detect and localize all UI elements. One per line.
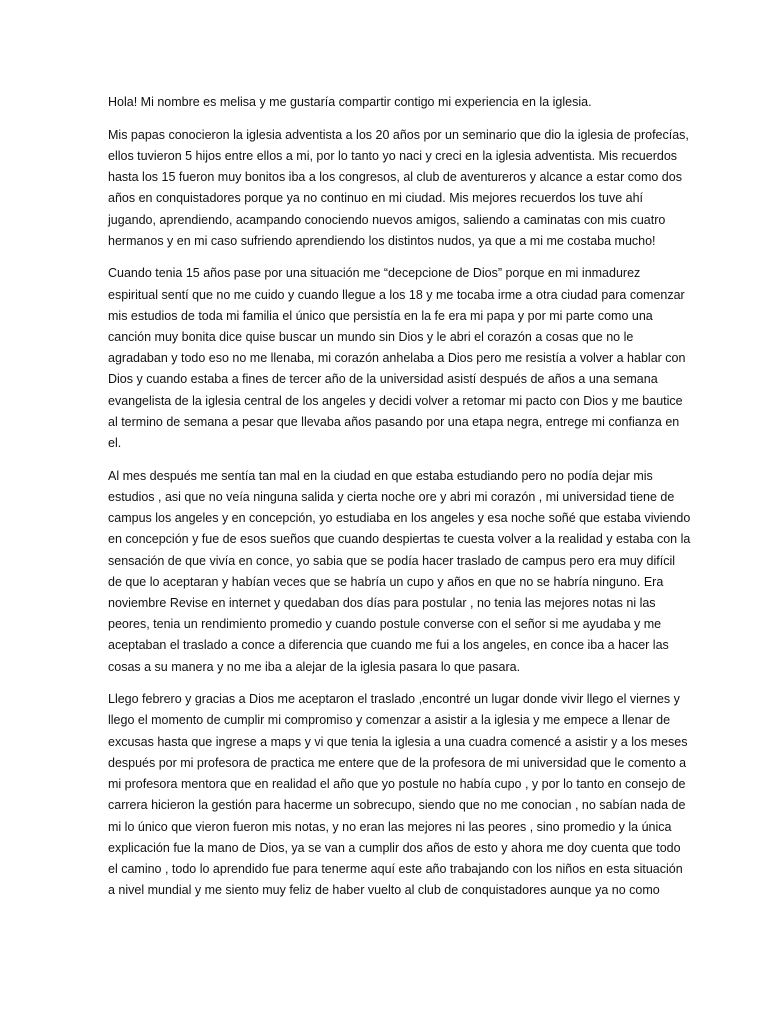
document-body: [108, 92, 692, 913]
paragraph-transfer-accepted: Llego febrero y gracias a Dios me aceptaron el traslado ,encontré un lugar donde vivir llego el viernes y llego el momento de cumplir mi compromiso y comenzar a asistir a la iglesia y me empece a llenar de excusas hasta que ingrese a maps y vi que tenia la iglesia a una cuadra comencé a asistir y a los meses después por mi profesora de practica me entere que de la profesora de mi universidad que le comento a mi profesora mentora que en realidad el año que yo postule no había cupo , y por lo tanto en consejo de carrera hicieron la gestión para hacerme un sobrecupo, siendo que no me conocian , no sabían nada de mi lo único que vieron fueron mis notas, y no eran las mejores ni las peores , sino promedio y la única explicación fue la mano de Dios, ya se van a cumplir dos años de esto y ahora me doy cuenta que todo el camino , todo lo aprendido fue para tenerme aquí este año trabajando con los niños en esta situación a nivel mundial y me siento muy feliz de haber vuelto al club de conquistadores aunque ya no como: [108, 692, 688, 898]
paragraph-disappointment: Cuando tenia 15 años pase por una situación me “decepcione de Dios” porque en mi inmadurez espiritual sentí que no me cuido y cuando llegue a los 18 y me tocaba irme a otra ciudad para comenzar mis estudios de toda mi familia el único que persistía en la fe era mi papa y por mi parte como una canción muy bonita dice quise buscar un mundo sin Dios y le abri el corazón a cosas que no le agradaban y todo eso no me llenaba, mi corazón anhelaba a Dios pero me resistía a volver a hablar con Dios y cuando estaba a fines de tercer año de la universidad asistí después de años a una semana evangelista de la iglesia central de los angeles y decidi volver a retomar mi pacto con Dios y me bautice al termino de semana a pesar que llevaba años pasando por una etapa negra, entrege mi confianza en el.: [108, 266, 686, 451]
paragraph-greeting: Hola! Mi nombre es melisa y me gustaría compartir contigo mi experiencia en la iglesia.: [108, 95, 592, 109]
paragraph-transfer-request: Al mes después me sentía tan mal en la ciudad en que estaba estudiando pero no podía dejar mis estudios , asi que no veía ninguna salida y cierta noche ore y abri mi corazón , mi universidad tiene de campus los angeles y en concepción, yo estudiaba en los angeles y esa noche soñé que estaba viviendo en concepción y fue de esos sueños que cuando despiertas te cuesta volver a la realidad y estaba con la sensación de que vivía en conce, yo sabia que se podía hacer traslado de campus pero era muy difícil de que lo aceptaran y habían veces que se habría un cupo y años en que no se habría ninguno. Era noviembre Revise en internet y quedaban dos días para postular , no tenia las mejores notas ni las peores, tenia un rendimiento promedio y cuando postule converse con el señor si me ayudaba y me aceptaban el traslado a conce a diferencia que cuando me fui a los angeles, en conce iba a hacer las cosas a su manera y no me iba a alejar de la iglesia pasara lo que pasara.: [108, 468, 691, 674]
paragraph-childhood: Mis papas conocieron la iglesia adventista a los 20 años por un seminario que dio la iglesia de profecías, ellos tuvieron 5 hijos entre ellos a mi, por lo tanto yo naci y creci en la iglesia adventista. Mis recuerdos hasta los 15 fueron muy bonitos iba a los congresos, al club de aventureros y alcance a estar como dos años en conquistadores porque ya no continuo en mi ciudad. Mis mejores recuerdos los tuve ahí jugando, aprendiendo, acampando conociendo nuevos amigos, saliendo a caminatas con mis cuatro hermanos y en mi caso sufriendo aprendiendo los distintos nudos, ya que a mi me costaba mucho!: [108, 127, 689, 248]
